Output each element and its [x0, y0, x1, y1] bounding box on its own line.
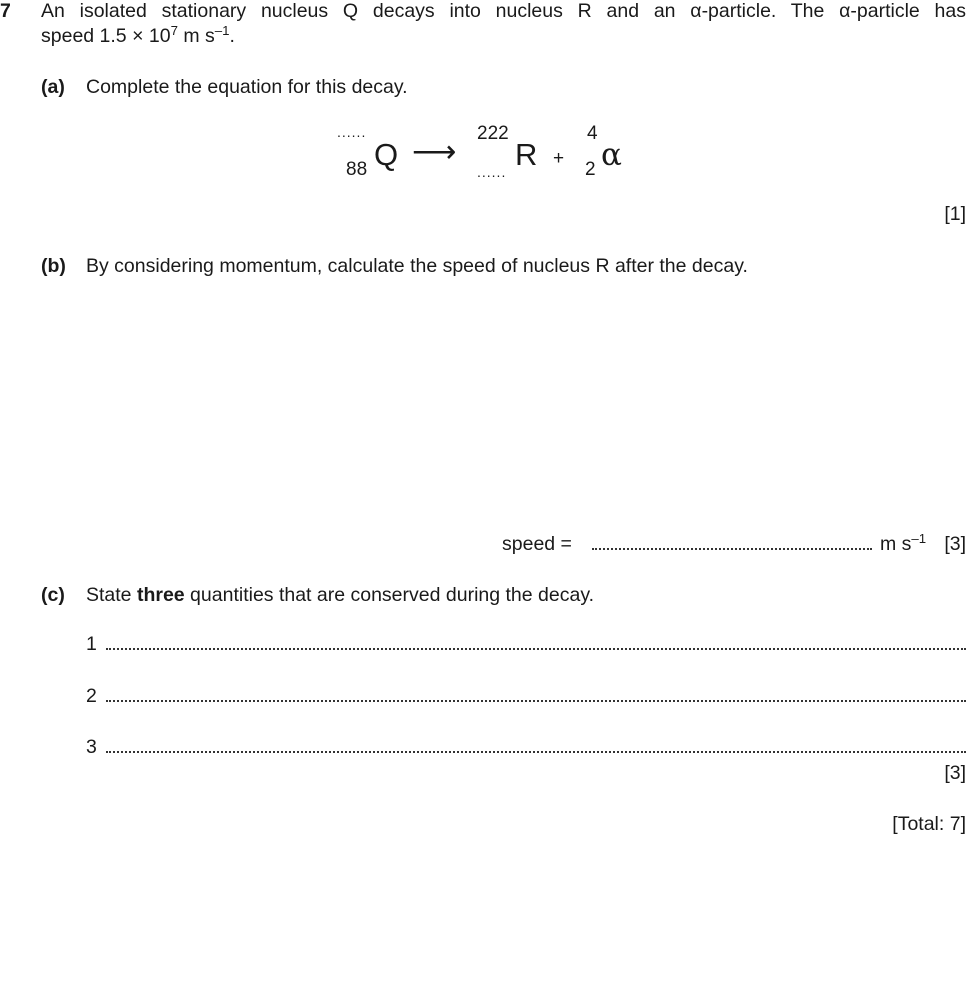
parent-symbol: Q — [374, 137, 399, 172]
question-number: 7 — [0, 0, 11, 22]
answer-line-1[interactable] — [106, 648, 966, 650]
speed-answer-label: speed = — [502, 533, 572, 555]
parent-mass-blank[interactable]: ...... — [337, 124, 367, 140]
alpha-mass-number: 4 — [587, 123, 598, 144]
part-a-marks: [1] — [944, 203, 966, 225]
stem-speed-unit: m s — [177, 25, 215, 47]
alpha-symbol: α — [601, 137, 622, 173]
part-c-marks: [3] — [944, 762, 966, 784]
part-b-marks: [3] — [944, 533, 966, 555]
answer-line-2[interactable] — [106, 700, 966, 702]
speed-unit — [880, 530, 927, 556]
part-c-text — [86, 584, 594, 607]
answer-number-2: 2 — [86, 685, 97, 707]
plus-sign: + — [553, 148, 565, 169]
question-stem-line1: An isolated stationary nucleus Q decays into nucleus R and an α-particle. The α-particle has — [41, 0, 966, 22]
parent-atomic-number: 88 — [346, 159, 368, 180]
answer-line-3[interactable] — [106, 751, 966, 753]
answer-number-1: 1 — [86, 633, 97, 655]
part-c-text-after: quantities that are conserved during the decay. — [184, 584, 595, 606]
stem-speed-exponent: 7 — [170, 22, 178, 38]
part-c-text-before: State — [86, 584, 137, 606]
alpha-atomic-number: 2 — [585, 159, 596, 180]
stem-speed-prefix: speed 1.5 × 10 — [41, 25, 171, 47]
daughter-symbol: R — [515, 137, 538, 172]
part-c-text-bold: three — [136, 584, 185, 606]
stem-speed-unit-exponent: –1 — [214, 22, 230, 38]
part-a-label: (a) — [41, 76, 65, 98]
total-marks: [Total: 7] — [892, 813, 966, 835]
part-c-label: (c) — [41, 584, 65, 606]
stem-speed-end: . — [229, 25, 235, 47]
question-stem-line2 — [41, 22, 235, 48]
speed-answer-line[interactable] — [592, 548, 872, 550]
part-a-text: Complete the equation for this decay. — [86, 76, 408, 98]
part-b-text: By considering momentum, calculate the speed of nucleus R after the decay. — [86, 255, 748, 277]
arrow-icon: ⟶ — [412, 134, 457, 169]
part-b-label: (b) — [41, 255, 66, 277]
speed-unit-base: m s — [880, 533, 912, 555]
daughter-mass-number: 222 — [477, 123, 509, 144]
speed-unit-exponent: –1 — [911, 530, 927, 546]
daughter-atomic-blank[interactable]: ...... — [477, 164, 507, 180]
answer-number-3: 3 — [86, 736, 97, 758]
